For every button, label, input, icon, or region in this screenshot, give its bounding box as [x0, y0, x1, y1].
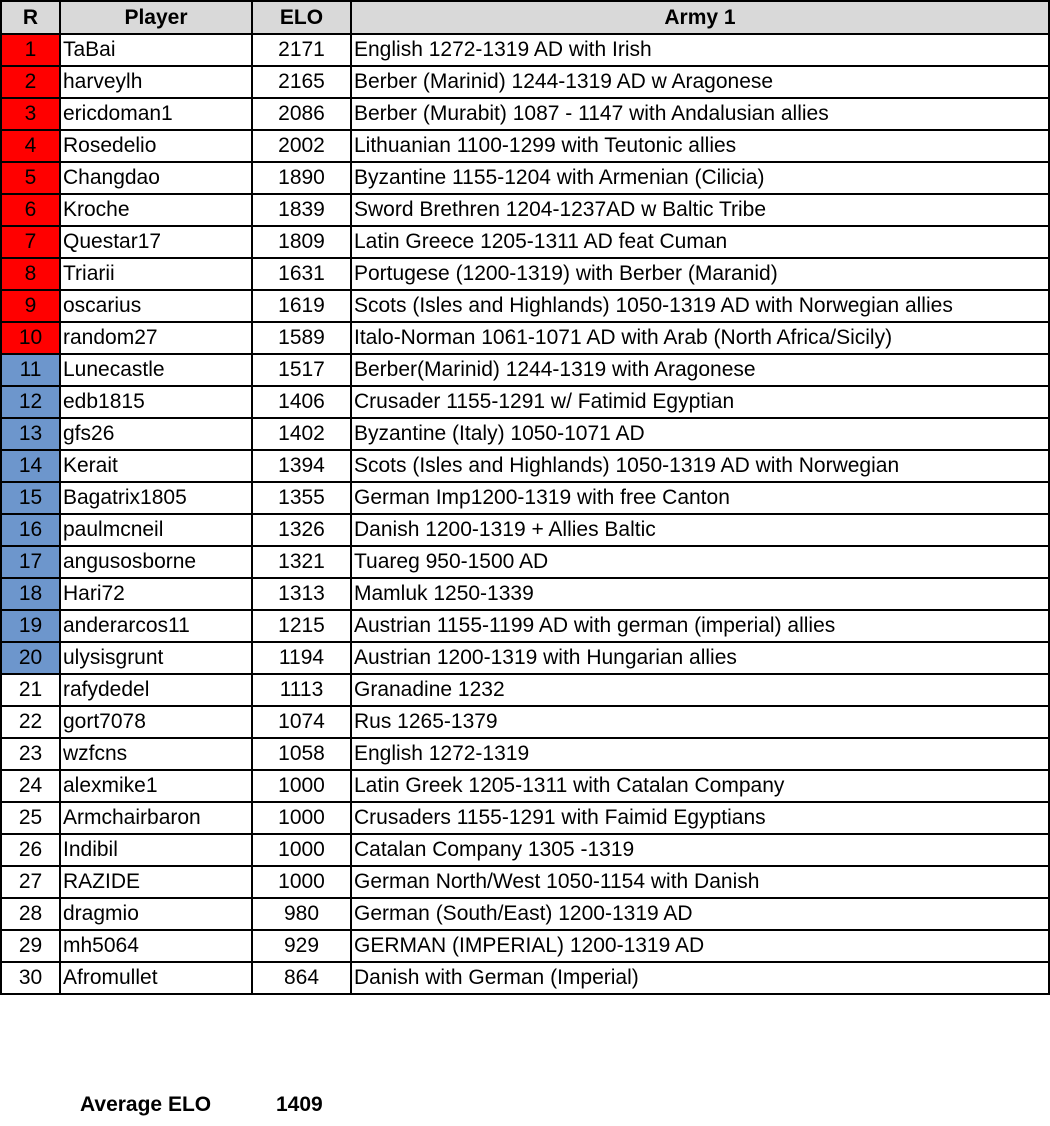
army-cell: Scots (Isles and Highlands) 1050-1319 AD with Norwegian — [351, 450, 1049, 482]
army-cell: German North/West 1050-1154 with Danish — [351, 866, 1049, 898]
player-cell: TaBai — [60, 34, 252, 66]
elo-cell: 929 — [252, 930, 351, 962]
table-row — [1, 98, 1049, 130]
average-elo-label: Average ELO — [80, 1093, 212, 1116]
army-cell: Byzantine (Italy) 1050-1071 AD — [351, 418, 1049, 450]
elo-cell: 1000 — [252, 866, 351, 898]
player-cell: ericdoman1 — [60, 98, 252, 130]
player-cell: Kerait — [60, 450, 252, 482]
table-row — [1, 66, 1049, 98]
average-elo-summary — [80, 1093, 323, 1117]
army-cell: Berber (Murabit) 1087 - 1147 with Andalusian allies — [351, 98, 1049, 130]
elo-cell: 1890 — [252, 162, 351, 194]
elo-cell: 1619 — [252, 290, 351, 322]
player-cell: oscarius — [60, 290, 252, 322]
elo-cell: 1000 — [252, 770, 351, 802]
table-row — [1, 514, 1049, 546]
rank-cell: 23 — [1, 738, 60, 770]
table-row — [1, 770, 1049, 802]
rank-cell: 6 — [1, 194, 60, 226]
rank-cell: 28 — [1, 898, 60, 930]
table-row — [1, 898, 1049, 930]
rank-cell: 16 — [1, 514, 60, 546]
player-cell: Bagatrix1805 — [60, 482, 252, 514]
rank-cell: 20 — [1, 642, 60, 674]
table-row — [1, 226, 1049, 258]
elo-cell: 1326 — [252, 514, 351, 546]
army-cell: Latin Greece 1205-1311 AD feat Cuman — [351, 226, 1049, 258]
army-cell: Lithuanian 1100-1299 with Teutonic allies — [351, 130, 1049, 162]
elo-cell: 1517 — [252, 354, 351, 386]
rank-cell: 17 — [1, 546, 60, 578]
rank-cell: 11 — [1, 354, 60, 386]
rank-cell: 14 — [1, 450, 60, 482]
average-elo-value: 1409 — [276, 1093, 323, 1116]
table-row — [1, 642, 1049, 674]
player-cell: anderarcos11 — [60, 610, 252, 642]
army-cell: Granadine 1232 — [351, 674, 1049, 706]
rank-cell: 12 — [1, 386, 60, 418]
rank-cell: 24 — [1, 770, 60, 802]
rank-cell: 9 — [1, 290, 60, 322]
player-cell: ulysisgrunt — [60, 642, 252, 674]
rank-cell: 27 — [1, 866, 60, 898]
army-cell: Sword Brethren 1204-1237AD w Baltic Tribe — [351, 194, 1049, 226]
player-cell: angusosborne — [60, 546, 252, 578]
table-row — [1, 674, 1049, 706]
player-cell: alexmike1 — [60, 770, 252, 802]
rank-cell: 30 — [1, 962, 60, 994]
elo-cell: 1406 — [252, 386, 351, 418]
player-header: Player — [60, 1, 252, 34]
player-cell: RAZIDE — [60, 866, 252, 898]
army-cell: Latin Greek 1205-1311 with Catalan Company — [351, 770, 1049, 802]
rank-cell: 25 — [1, 802, 60, 834]
elo-cell: 2165 — [252, 66, 351, 98]
rank-cell: 8 — [1, 258, 60, 290]
table-row — [1, 322, 1049, 354]
rank-cell: 4 — [1, 130, 60, 162]
table-row — [1, 962, 1049, 994]
elo-cell: 2171 — [252, 34, 351, 66]
elo-cell: 1074 — [252, 706, 351, 738]
rank-cell: 29 — [1, 930, 60, 962]
elo-header: ELO — [252, 1, 351, 34]
table-row — [1, 162, 1049, 194]
army-cell: Portugese (1200-1319) with Berber (Maranid) — [351, 258, 1049, 290]
elo-cell: 1113 — [252, 674, 351, 706]
army-cell: Berber (Marinid) 1244-1319 AD w Aragonese — [351, 66, 1049, 98]
army-cell: Italo-Norman 1061-1071 AD with Arab (North Africa/Sicily) — [351, 322, 1049, 354]
table-row — [1, 578, 1049, 610]
elo-cell: 1058 — [252, 738, 351, 770]
player-cell: dragmio — [60, 898, 252, 930]
player-cell: Afromullet — [60, 962, 252, 994]
rank-cell: 3 — [1, 98, 60, 130]
table-row — [1, 802, 1049, 834]
player-cell: random27 — [60, 322, 252, 354]
rank-header: R — [1, 1, 60, 34]
army-cell: German (South/East) 1200-1319 AD — [351, 898, 1049, 930]
table-row — [1, 130, 1049, 162]
elo-cell: 1355 — [252, 482, 351, 514]
elo-cell: 1589 — [252, 322, 351, 354]
rank-cell: 26 — [1, 834, 60, 866]
army-cell: German Imp1200-1319 with free Canton — [351, 482, 1049, 514]
elo-cell: 1194 — [252, 642, 351, 674]
rank-cell: 7 — [1, 226, 60, 258]
player-cell: Kroche — [60, 194, 252, 226]
elo-cell: 1000 — [252, 834, 351, 866]
elo-cell: 1313 — [252, 578, 351, 610]
table-row — [1, 290, 1049, 322]
army-cell: Crusader 1155-1291 w/ Fatimid Egyptian — [351, 386, 1049, 418]
table-row — [1, 418, 1049, 450]
rank-cell: 10 — [1, 322, 60, 354]
player-cell: Armchairbaron — [60, 802, 252, 834]
table-row — [1, 546, 1049, 578]
table-row — [1, 450, 1049, 482]
rank-cell: 2 — [1, 66, 60, 98]
rank-cell: 22 — [1, 706, 60, 738]
player-cell: Lunecastle — [60, 354, 252, 386]
rank-cell: 18 — [1, 578, 60, 610]
rank-cell: 1 — [1, 34, 60, 66]
player-cell: gort7078 — [60, 706, 252, 738]
elo-cell: 2086 — [252, 98, 351, 130]
army-cell: Austrian 1200-1319 with Hungarian allies — [351, 642, 1049, 674]
army-cell: English 1272-1319 AD with Irish — [351, 34, 1049, 66]
player-cell: harveylh — [60, 66, 252, 98]
player-cell: Rosedelio — [60, 130, 252, 162]
elo-cell: 1809 — [252, 226, 351, 258]
table-row — [1, 930, 1049, 962]
player-cell: rafydedel — [60, 674, 252, 706]
table-row — [1, 866, 1049, 898]
rank-cell: 15 — [1, 482, 60, 514]
player-cell: Questar17 — [60, 226, 252, 258]
elo-cell: 1631 — [252, 258, 351, 290]
player-cell: Indibil — [60, 834, 252, 866]
player-cell: mh5064 — [60, 930, 252, 962]
army-cell: Crusaders 1155-1291 with Faimid Egyptians — [351, 802, 1049, 834]
elo-cell: 1215 — [252, 610, 351, 642]
table-row — [1, 194, 1049, 226]
table-row — [1, 738, 1049, 770]
army-cell: Danish with German (Imperial) — [351, 962, 1049, 994]
elo-cell: 1394 — [252, 450, 351, 482]
army-cell: English 1272-1319 — [351, 738, 1049, 770]
army-cell: GERMAN (IMPERIAL) 1200-1319 AD — [351, 930, 1049, 962]
elo-cell: 980 — [252, 898, 351, 930]
player-cell: edb1815 — [60, 386, 252, 418]
player-cell: gfs26 — [60, 418, 252, 450]
table-row — [1, 610, 1049, 642]
elo-cell: 2002 — [252, 130, 351, 162]
player-cell: wzfcns — [60, 738, 252, 770]
table-row — [1, 354, 1049, 386]
table-row — [1, 706, 1049, 738]
rank-cell: 19 — [1, 610, 60, 642]
army-cell: Mamluk 1250-1339 — [351, 578, 1049, 610]
ranking-rows — [1, 34, 1049, 994]
army-cell: Austrian 1155-1199 AD with german (imperial) allies — [351, 610, 1049, 642]
rank-cell: 21 — [1, 674, 60, 706]
player-cell: Triarii — [60, 258, 252, 290]
elo-cell: 1402 — [252, 418, 351, 450]
player-cell: Changdao — [60, 162, 252, 194]
table-row — [1, 386, 1049, 418]
elo-cell: 864 — [252, 962, 351, 994]
header-row — [1, 1, 1049, 34]
player-cell: paulmcneil — [60, 514, 252, 546]
rank-cell: 5 — [1, 162, 60, 194]
elo-cell: 1839 — [252, 194, 351, 226]
army-cell: Catalan Company 1305 -1319 — [351, 834, 1049, 866]
army-cell: Tuareg 950-1500 AD — [351, 546, 1049, 578]
army-cell: Scots (Isles and Highlands) 1050-1319 AD with Norwegian allies — [351, 290, 1049, 322]
army-header: Army 1 — [351, 1, 1049, 34]
army-cell: Rus 1265-1379 — [351, 706, 1049, 738]
table-row — [1, 482, 1049, 514]
elo-cell: 1000 — [252, 802, 351, 834]
player-cell: Hari72 — [60, 578, 252, 610]
elo-cell: 1321 — [252, 546, 351, 578]
table-row — [1, 34, 1049, 66]
army-cell: Danish 1200-1319 + Allies Baltic — [351, 514, 1049, 546]
army-cell: Berber(Marinid) 1244-1319 with Aragonese — [351, 354, 1049, 386]
rank-cell: 13 — [1, 418, 60, 450]
army-cell: Byzantine 1155-1204 with Armenian (Cilicia) — [351, 162, 1049, 194]
table-row — [1, 258, 1049, 290]
table-row — [1, 834, 1049, 866]
